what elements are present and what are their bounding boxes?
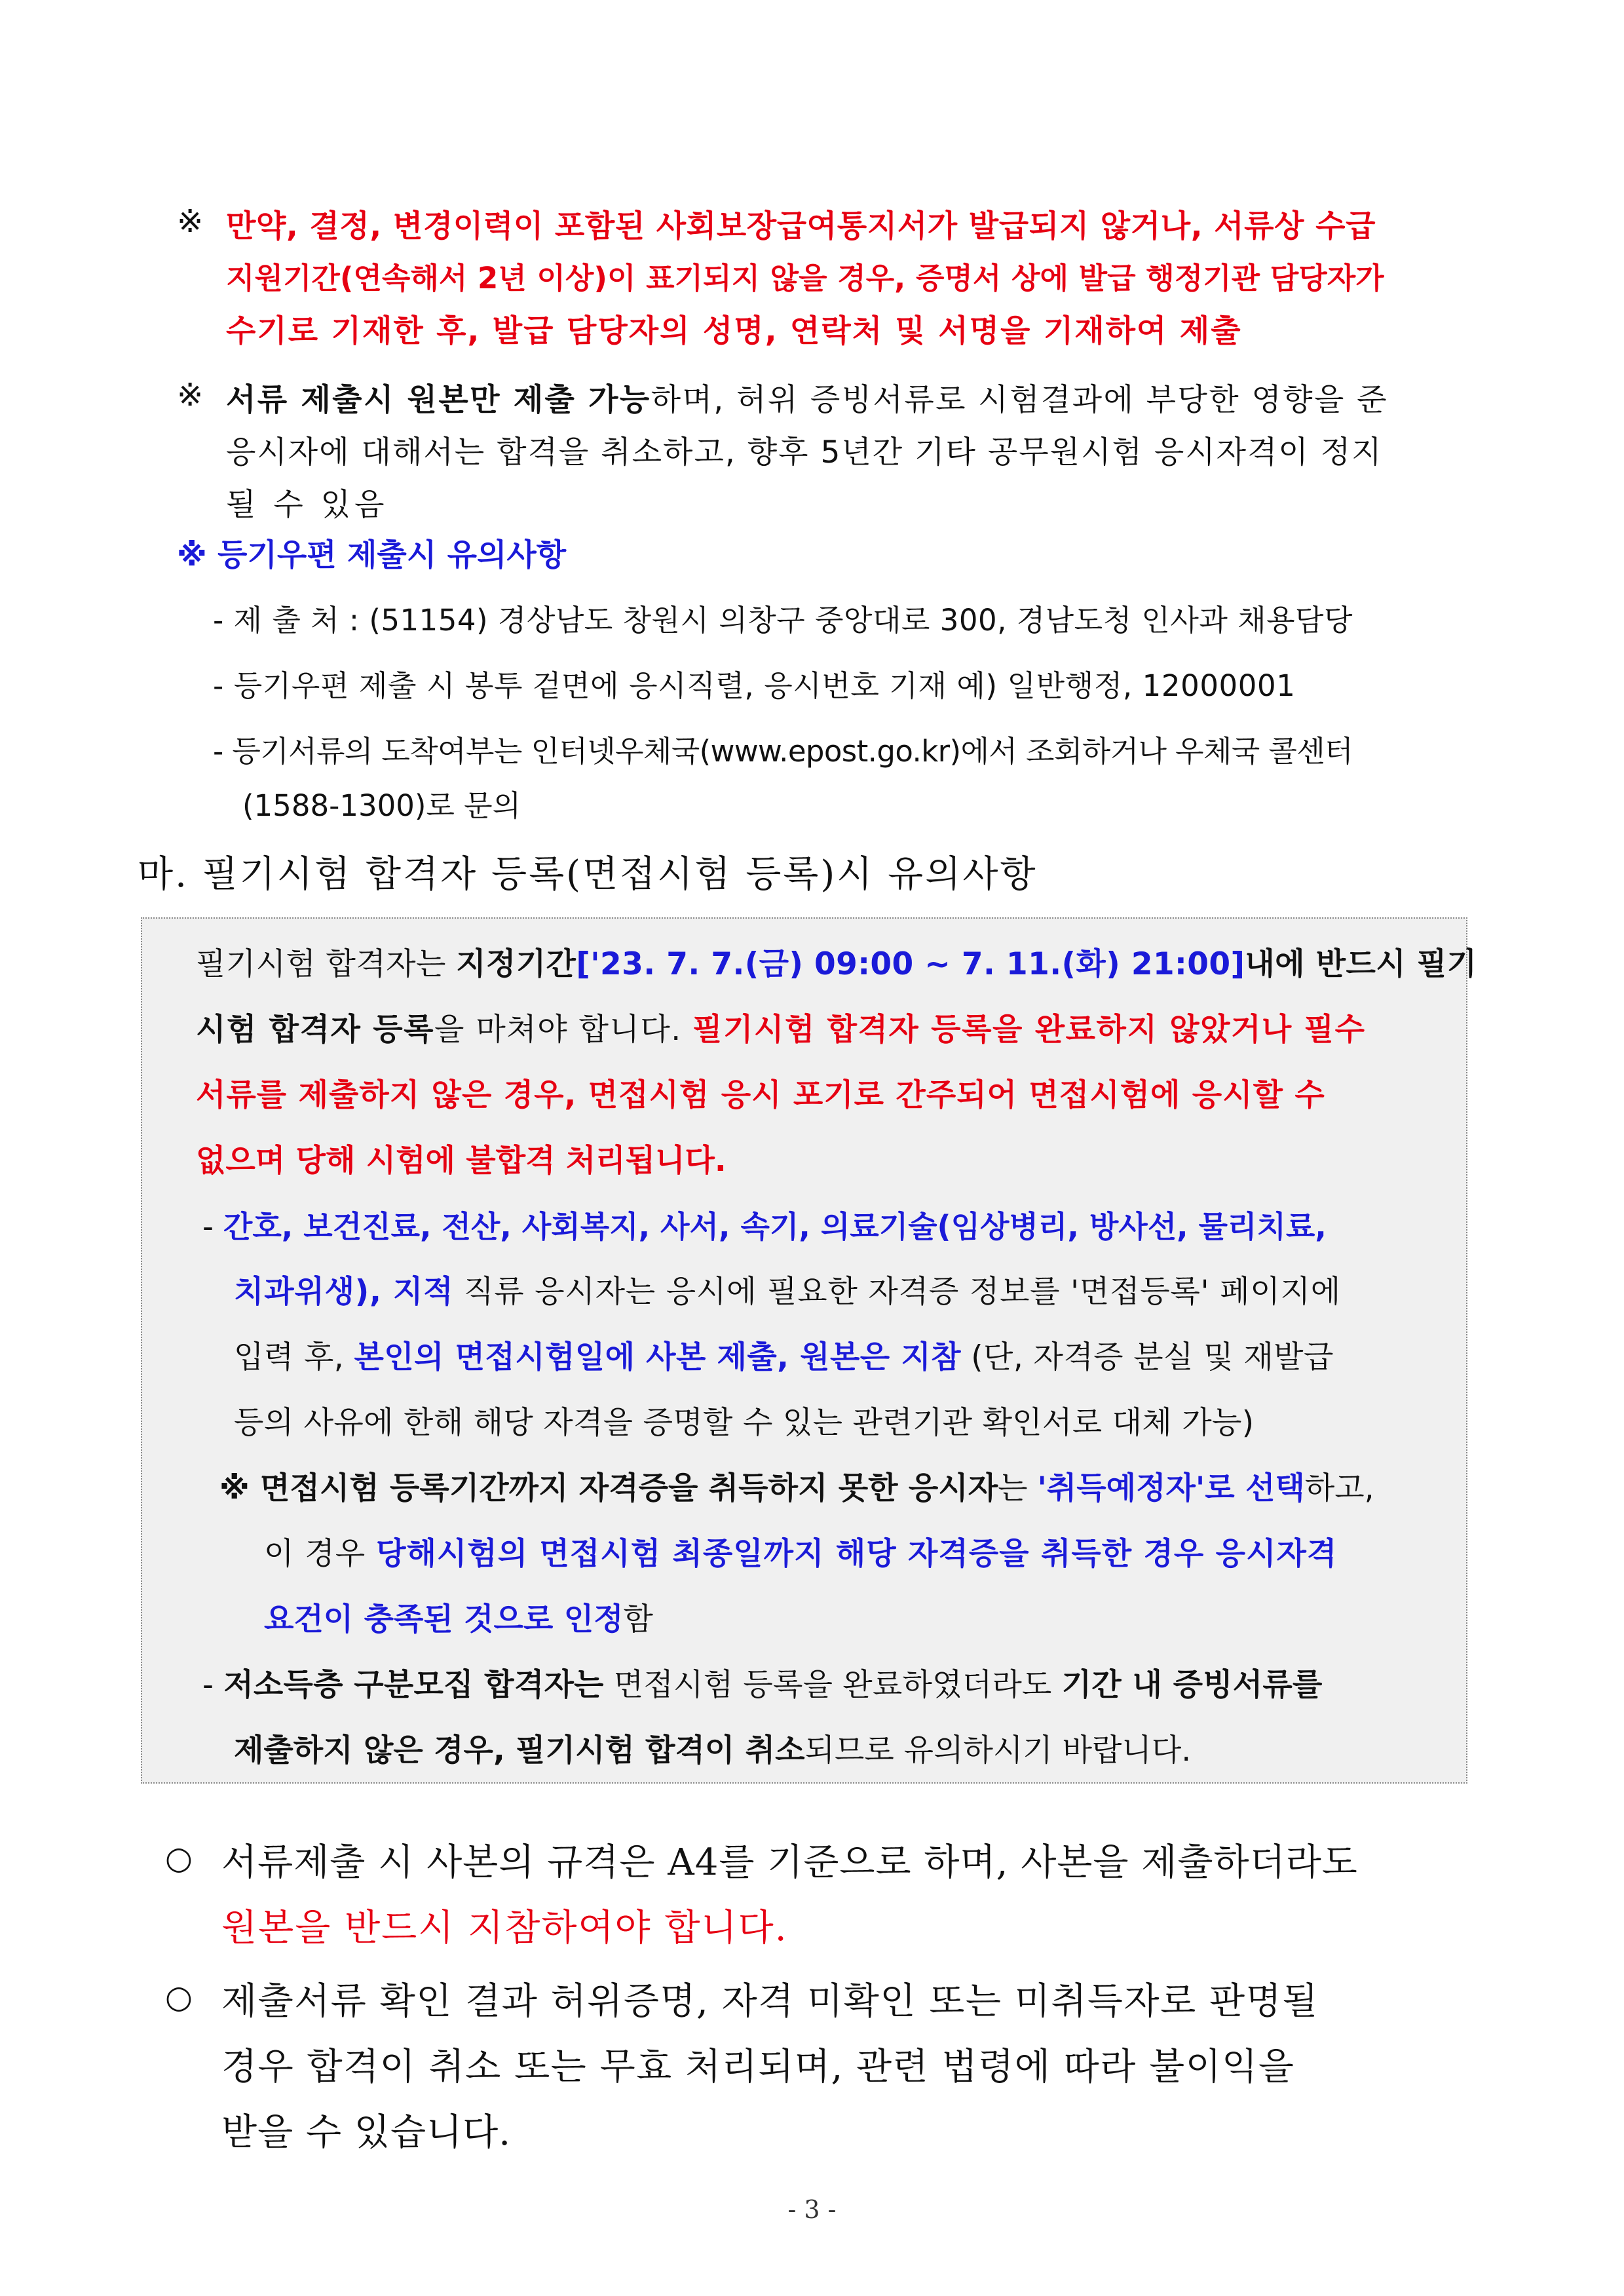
box-bold: 기간 내 증빙서류를 [1061, 1667, 1323, 1703]
box-line-8: 등의 사유에 한해 해당 자격을 증명할 수 있는 관련기관 확인서로 대체 가능) [234, 1405, 1255, 1441]
dash: - [202, 1209, 223, 1245]
note-2-line-2: 응시자에 대해서는 합격을 취소하고, 향후 5년간 기타 공무원시험 응시자격이 정지 [226, 434, 1383, 470]
box-text: 필기시험 합격자는 [196, 946, 457, 982]
box-bold: 지정기간 [456, 946, 576, 982]
note-2-rest: 하며, 허위 증빙서류로 시험결과에 부당한 영향을 준 [651, 382, 1388, 418]
note-1-line-3: 수기로 기재한 후, 발급 담당자의 성명, 연락처 및 서명을 기재하여 제출 [226, 313, 1242, 349]
box-text: 직류 응시자는 응시에 필요한 자격증 정보를 '면접등록' 페이지에 [453, 1274, 1341, 1310]
notice-box [141, 917, 1477, 1784]
box-line-11 [264, 1600, 653, 1639]
box-bold: 제출하지 않은 경우, 필기시험 합격이 취소 [234, 1732, 805, 1769]
box-line-5 [202, 1207, 1327, 1247]
bullet-mark: ○ [165, 1979, 193, 2016]
expected-acquirer: '취득예정자'로 선택 [1037, 1470, 1305, 1506]
submission-address: - 제 출 처 : (51154) 경상남도 창원시 의창구 중앙대로 300, 경남도청 인사과 채용담당 [213, 603, 1353, 638]
box-line-9 [219, 1469, 1374, 1508]
note-mark: ※ [177, 377, 204, 413]
section-title: 마. 필기시험 합격자 등록(면접시험 등록)시 유의사항 [138, 853, 1038, 896]
delivery-check-line-1: - 등기서류의 도착여부는 인터넷우체국(www.epost.go.kr)에서 조회하거나 우체국 콜센터 [213, 734, 1353, 769]
box-text: 을 마쳐야 합니다. [434, 1012, 693, 1048]
box-text: (단, 자격증 분실 및 재발급 [960, 1339, 1334, 1375]
bullet-2-line-1: 제출서류 확인 결과 허위증명, 자격 미확인 또는 미취득자로 판명될 [221, 1980, 1319, 2023]
box-line-13 [234, 1731, 1191, 1770]
box-warning: 필기시험 합격자 등록을 완료하지 않았거나 필수 [692, 1012, 1366, 1048]
box-line-1 [196, 945, 1477, 984]
copy-original-rule: 본인의 면접시험일에 사본 제출, 원본은 지참 [354, 1339, 961, 1375]
box-bold: ※ 면접시험 등록기간까지 자격증을 취득하지 못한 응시자 [219, 1470, 998, 1506]
box-line-2 [196, 1010, 1365, 1050]
note-mark: ※ [177, 203, 204, 240]
box-text: 입력 후, [234, 1339, 354, 1375]
box-bold: 시험 합격자 등록 [196, 1012, 435, 1048]
page-number: - 3 - [787, 2195, 837, 2224]
box-text: 이 경우 [264, 1536, 377, 1572]
box-text: 는 [998, 1470, 1038, 1506]
bullet-1-line-1: 서류제출 시 사본의 규격은 A4를 기준으로 하며, 사본을 제출하더라도 [221, 1841, 1358, 1884]
bullet-2-line-3: 받을 수 있습니다. [221, 2111, 512, 2154]
box-text: 면접시험 등록을 완료하였더라도 [603, 1667, 1062, 1703]
note-1-line-1: 만약, 결정, 변경이력이 포함된 사회보장급여통지서가 발급되지 않거나, 서류상 수급 [226, 208, 1376, 244]
box-line-12 [202, 1666, 1323, 1705]
qualification-rule: 요건이 충족된 것으로 인정 [264, 1601, 624, 1637]
box-text: 되므로 유의하시기 바랍니다. [804, 1732, 1192, 1769]
qualification-rule: 당해시험의 면접시험 최종일까지 해당 자격증을 취득한 경우 응시자격 [376, 1536, 1338, 1572]
box-line-3: 서류를 제출하지 않은 경우, 면접시험 응시 포기로 간주되어 면접시험에 응시할 수 [196, 1077, 1325, 1113]
dash: - [202, 1667, 224, 1703]
note-1-line-2: 지원기간(연속해서 2년 이상)이 표기되지 않을 경우, 증명서 상에 발급 행정기관 담당자가 [226, 261, 1384, 296]
certificate-fields: 치과위생), 지적 [234, 1274, 454, 1310]
note-2-bold: 서류 제출시 원본만 제출 가능 [226, 382, 651, 418]
designated-period: ['23. 7. 7.(금) 09:00 ~ 7. 11.(화) 21:00] [576, 946, 1245, 982]
registered-mail-heading: ※ 등기우편 제출시 유의사항 [177, 537, 567, 573]
box-line-6 [234, 1272, 1341, 1312]
bullet-1-line-2: 원본을 반드시 지참하여야 합니다. [221, 1907, 788, 1949]
note-2-line-1 [226, 375, 1388, 419]
box-bold: 저소득층 구분모집 합격자는 [223, 1667, 604, 1703]
certificate-fields: 간호, 보건진료, 전산, 사회복지, 사서, 속기, 의료기술(임상병리, 방사선, 물리치료, [223, 1209, 1327, 1244]
box-bold: 내에 반드시 필기 [1245, 946, 1477, 982]
box-text: 하고, [1304, 1470, 1374, 1506]
bullet-2-line-2: 경우 합격이 취소 또는 무효 처리되며, 관련 법령에 따라 불이익을 [221, 2046, 1295, 2088]
delivery-check-line-2: (1588-1300)로 문의 [242, 788, 521, 823]
envelope-instruction: - 등기우편 제출 시 봉투 겉면에 응시직렬, 응시번호 기재 예) 일반행정, 12000001 [213, 668, 1296, 703]
box-line-10 [264, 1535, 1337, 1574]
box-text: 함 [623, 1601, 653, 1637]
bullet-mark: ○ [165, 1840, 193, 1877]
box-line-4: 없으며 당해 시험에 불합격 처리됩니다. [196, 1143, 727, 1179]
box-line-7 [234, 1338, 1334, 1377]
note-2-line-3: 될 수 있음 [226, 487, 388, 523]
